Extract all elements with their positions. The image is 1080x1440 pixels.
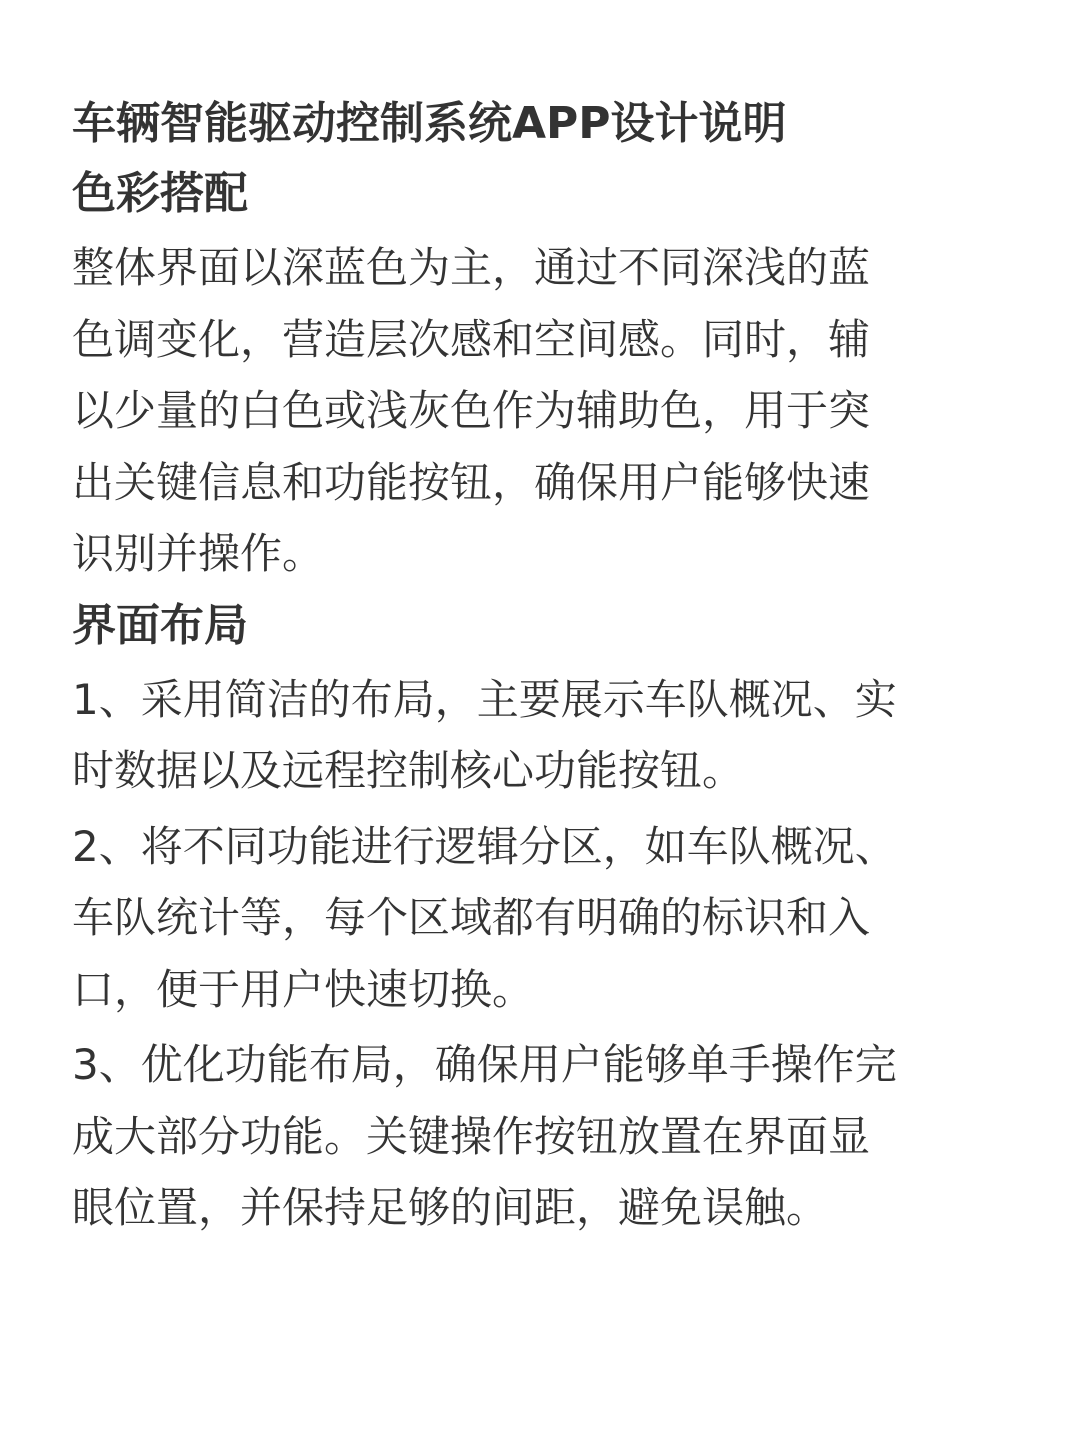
- paragraph: [72, 664, 1012, 807]
- paragraph-line: 2、将不同功能进行逻辑分区，如车队概况、: [72, 821, 897, 871]
- paragraph-line: 以少量的白色或浅灰色作为辅助色，用于突: [72, 386, 871, 435]
- paragraph-line: 整体界面以深蓝色为主，通过不同深浅的蓝: [72, 243, 871, 292]
- paragraph-line: 车队统计等，每个区域都有明确的标识和入: [72, 893, 871, 942]
- document-body: [72, 92, 1012, 1248]
- paragraph: [72, 811, 1012, 1026]
- paragraph-line: 眼位置，并保持足够的间距，避免误触。: [72, 1183, 829, 1232]
- paragraph-line: 1、采用简洁的布局，主要展示车队概况、实: [72, 674, 897, 724]
- paragraph: [72, 1029, 1012, 1244]
- paragraph-line: 出关键信息和功能按钮，确保用户能够快速: [72, 457, 871, 507]
- paragraph-line: 成大部分功能。关键操作按钮放置在界面显: [72, 1111, 871, 1161]
- paragraph-line: 色调变化，营造层次感和空间感。同时，辅: [72, 314, 871, 364]
- section-heading: 界面布局: [72, 599, 248, 651]
- paragraph-line: 3、优化功能布局，确保用户能够单手操作完: [72, 1040, 897, 1089]
- document-title: 车辆智能驱动控制系统APP设计说明: [72, 98, 787, 149]
- section-layout: [72, 594, 1012, 1244]
- paragraph-line: 时数据以及远程控制核心功能按钮。: [72, 746, 745, 795]
- paragraph-line: 识别并操作。: [72, 529, 325, 578]
- section-heading: 色彩搭配: [72, 168, 248, 219]
- paragraph: [72, 232, 1012, 590]
- section-color-scheme: [72, 162, 1012, 590]
- paragraph-line: 口，便于用户快速切换。: [72, 964, 535, 1014]
